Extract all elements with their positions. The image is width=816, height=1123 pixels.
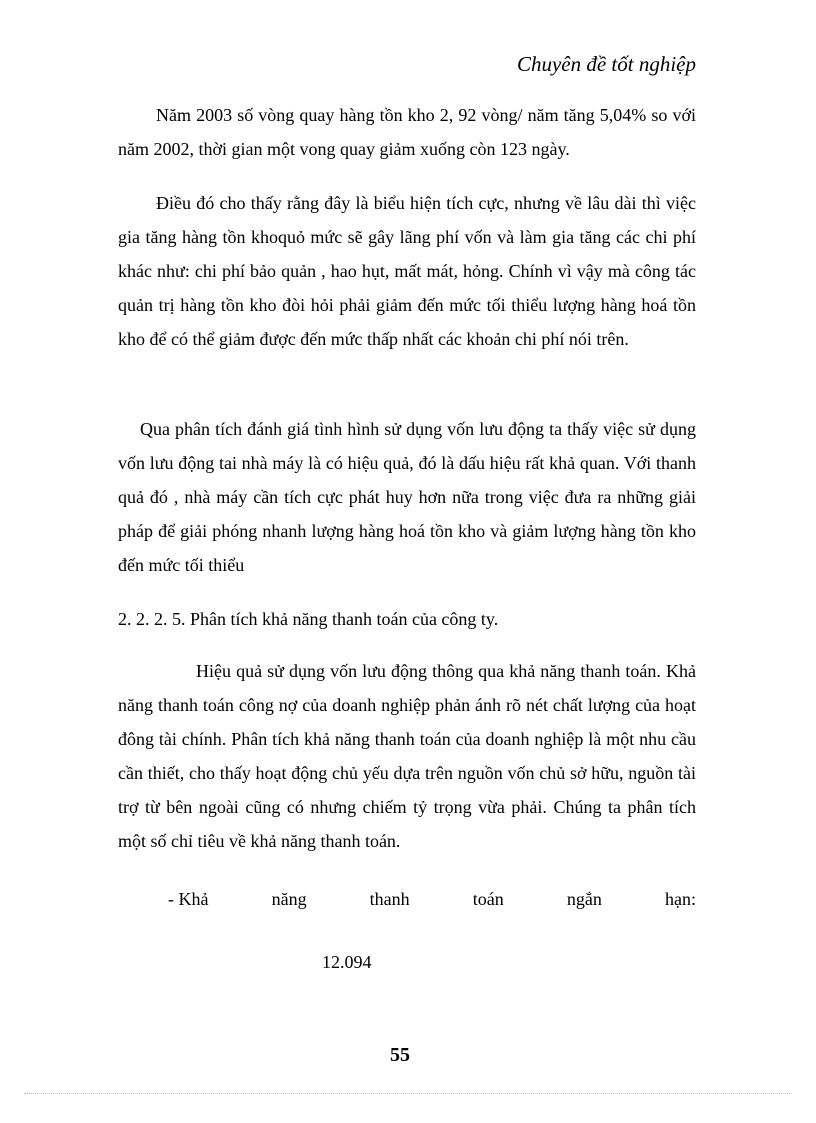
page-bottom-divider: [24, 1093, 792, 1094]
page-number: 55: [390, 1044, 410, 1066]
bullet-word: thanh: [369, 889, 410, 909]
paragraph-positive-sign: Điều đó cho thấy rằng đây là biểu hiện tích cực, nhưng về lâu dài thì việc gia tăng hàng tồn khoquỏ mức sẽ gây lãng phí vốn và làm gia tăng các chi phí khác như: chi phí bảo quản , hao hụt, mất mát, hỏng. Chính vì vậy mà công tác quản trị hàng tồn kho đòi hỏi phải giảm đến mức tối thiểu lượng hàng hoá tồn kho để có thể giảm được đến mức thấp nhất các khoản chi phí nói trên.: [118, 193, 696, 349]
bullet-word: hạn:: [664, 889, 696, 909]
bullet-word: - Khả: [168, 889, 209, 909]
paragraph-payment-capability: Hiệu quả sử dụng vốn lưu động thông qua khả năng thanh toán. Khả năng thanh toán công nợ của doanh nghiệp phản ánh rõ nét chất lượng của hoạt đông tài chính. Phân tích khả năng thanh toán của doanh nghiệp là một nhu cầu cần thiết, cho thấy hoạt động chủ yếu dựa trên nguồn vốn chủ sở hữu, nguồn tài trợ từ bên ngoài cũng có nhưng chiếm tỷ trọng vừa phải. Chúng ta phân tích một số chỉ tiêu về khả năng thanh toán.: [118, 661, 696, 851]
formula-numerator: 12.094: [322, 952, 372, 972]
document-header: Chuyên đề tốt nghiệp: [516, 52, 696, 76]
bullet-word: ngắn: [566, 889, 602, 909]
paragraph-inventory-turnover: Năm 2003 số vòng quay hàng tồn kho 2, 92 vòng/ năm tăng 5,04% so với năm 2002, thời gian một vong quay giảm xuống còn 123 ngày.: [118, 105, 696, 159]
bullet-short-term-liquidity: [168, 882, 696, 916]
section-heading: 2. 2. 2. 5. Phân tích khả năng thanh toán của công ty.: [118, 609, 499, 629]
bullet-word: toán: [472, 889, 504, 909]
paragraph-working-capital-analysis: Qua phân tích đánh giá tình hình sử dụng vốn lưu động ta thấy việc sử dụng vốn lưu động tai nhà máy là có hiệu quả, đó là dấu hiệu rất khả quan. Với thanh quả đó , nhà máy cần tích cực phát huy hơn nữa trong việc đưa ra những giải pháp để giải phóng nhanh lượng hàng hoá tồn kho và giảm lượng hàng tồn kho đến mức tối thiểu: [118, 419, 696, 575]
bullet-word: năng: [271, 889, 307, 909]
